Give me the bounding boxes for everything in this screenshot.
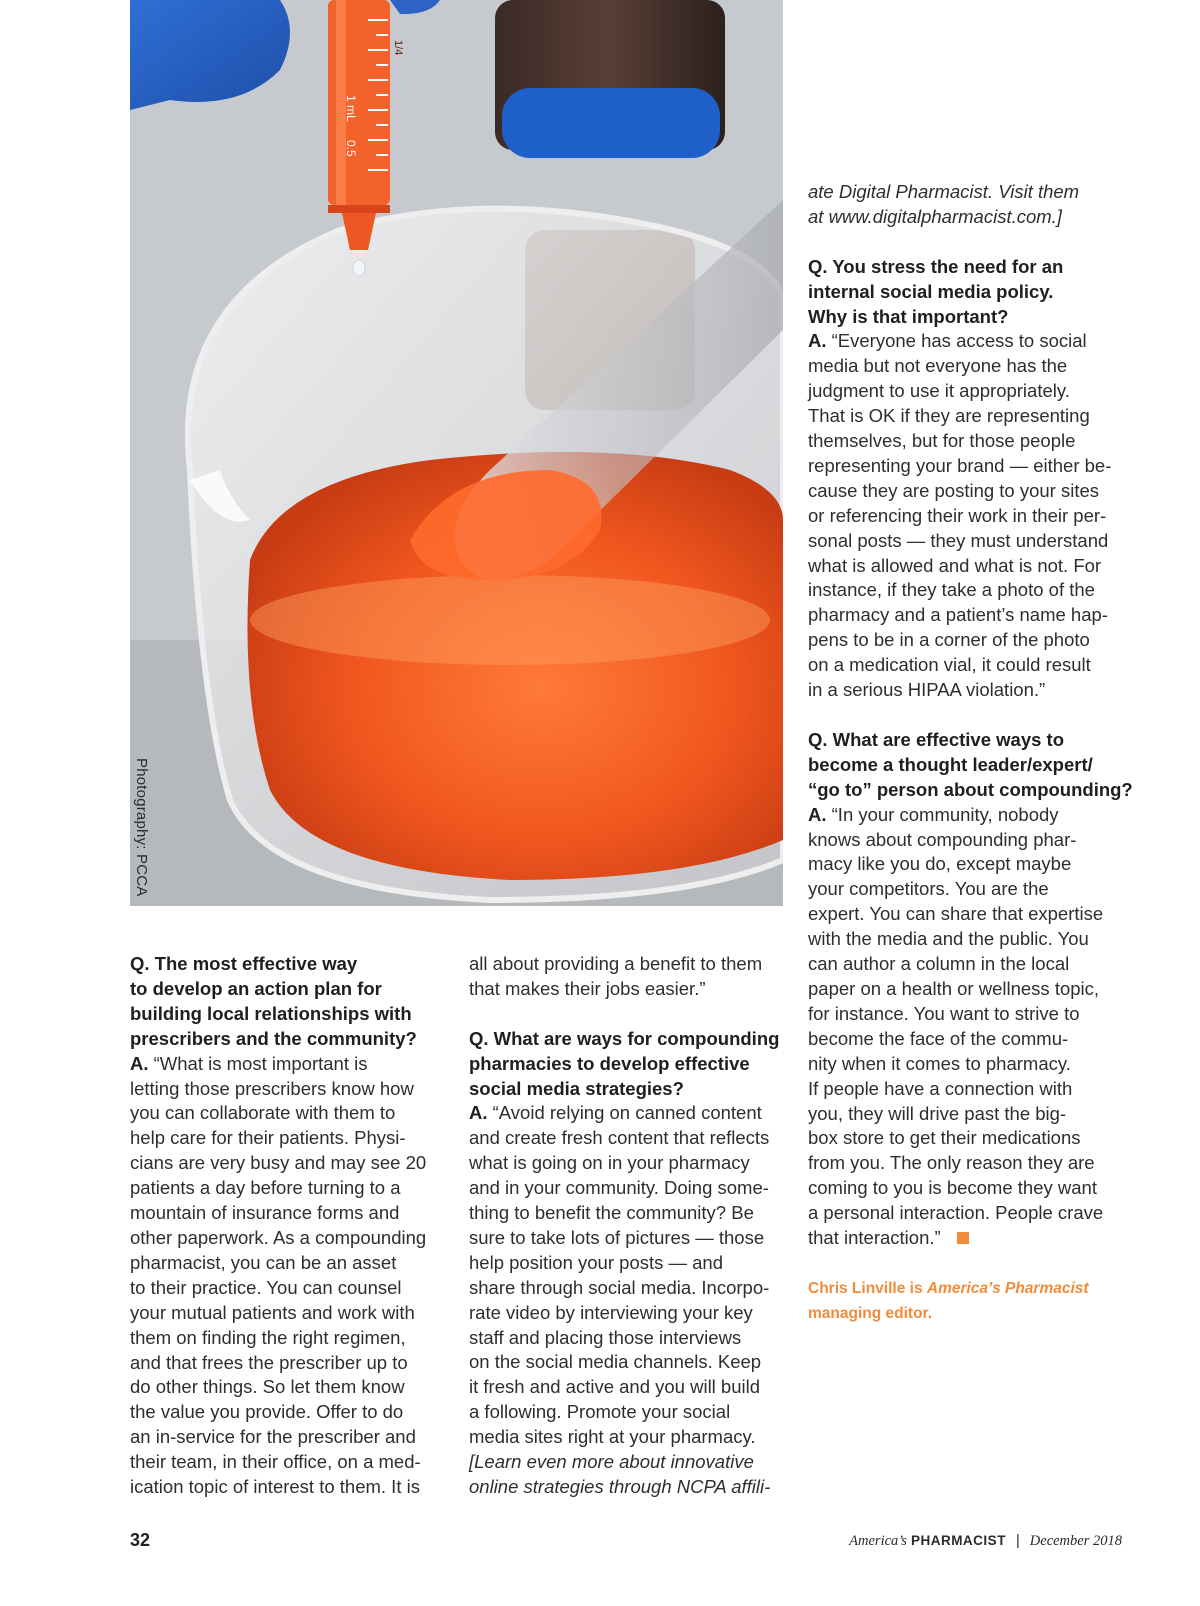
author-byline	[808, 1276, 1138, 1326]
answer-line: representing your brand — either be-	[808, 454, 1112, 476]
answer-line: that makes their jobs easier.”	[469, 977, 706, 999]
answer-continuation	[469, 952, 789, 1002]
question-social-media-strategies	[469, 1027, 789, 1500]
answer-line: thing to benefit the community? Be	[469, 1202, 754, 1224]
byline-magazine: America’s Pharmacist	[926, 1279, 1089, 1297]
answer-line: sonal posts — they must understand	[808, 529, 1109, 551]
answer-line: media sites right at your pharmacy.	[469, 1426, 756, 1448]
answer-line: your mutual patients and work with	[130, 1301, 415, 1323]
answer-line: patients a day before turning to a	[130, 1177, 401, 1199]
question-line: Why is that important?	[808, 305, 1009, 327]
syringe-mark-half: 0.5	[344, 140, 358, 157]
italic-note-continuation	[808, 180, 1138, 230]
answer-line: help position your posts — and	[469, 1251, 724, 1273]
article-column-3	[808, 180, 1138, 1326]
answer-line: coming to you is become they want	[808, 1177, 1097, 1199]
question-line: building local relationships with	[130, 1002, 412, 1024]
answer-line: macy like you do, except maybe	[808, 853, 1072, 875]
answer-label: A.	[808, 330, 827, 352]
answer-line: mountain of insurance forms and	[130, 1202, 400, 1224]
answer-line: instance, if they take a photo of the	[808, 579, 1095, 601]
footer-magazine-italic: America’s	[849, 1533, 907, 1549]
answer-line: it fresh and active and you will build	[469, 1376, 761, 1398]
answer-label: A.	[130, 1052, 149, 1074]
answer-line: themselves, but for those people	[808, 430, 1076, 452]
answer-line: cause they are posting to your sites	[808, 479, 1100, 501]
page-footer	[849, 1533, 1122, 1550]
answer-line: “Avoid relying on canned content	[487, 1102, 762, 1124]
answer-line: from you. The only reason they are	[808, 1152, 1095, 1174]
answer-line: an in-service for the prescriber and	[130, 1426, 416, 1448]
answer-line: pharmacy and a patient’s name hap-	[808, 604, 1108, 626]
footer-separator: |	[1015, 1533, 1020, 1549]
question-line: Q. You stress the need for an	[808, 255, 1064, 277]
answer-line: a personal interaction. People crave	[808, 1202, 1104, 1224]
answer-line: help care for their patients. Physi-	[130, 1127, 406, 1149]
answer-line: media but not everyone has the	[808, 355, 1068, 377]
answer-line: letting those prescribers know how	[130, 1077, 414, 1099]
answer-line: a following. Promote your social	[469, 1401, 731, 1423]
question-line: Q. What are effective ways to	[808, 728, 1065, 750]
answer-line: and that frees the prescriber up to	[130, 1351, 408, 1373]
question-line: Q. The most effective way	[130, 953, 358, 974]
answer-line: to their practice. You can counsel	[130, 1276, 402, 1298]
article-column-2	[469, 952, 789, 1500]
answer-line: become the face of the commu-	[808, 1027, 1069, 1049]
question-line: prescribers and the community?	[130, 1027, 417, 1049]
answer-line: ication topic of interest to them. It is	[130, 1476, 420, 1498]
answer-line: other paperwork. As a compounding	[130, 1226, 427, 1248]
answer-line: rate video by interviewing your key	[469, 1301, 753, 1323]
answer-line: cians are very busy and may see 20	[130, 1152, 427, 1174]
question-line: internal social media policy.	[808, 280, 1054, 302]
mortar-syringe-illustration	[130, 0, 783, 906]
answer-line: expert. You can share that expertise	[808, 903, 1104, 925]
answer-line: and in your community. Doing some-	[469, 1177, 769, 1199]
pharmacy-photo	[130, 0, 783, 906]
answer-line: can author a column in the local	[808, 953, 1070, 975]
question-line: “go to” person about compounding?	[808, 778, 1133, 800]
answer-line: “Everyone has access to social	[826, 330, 1087, 352]
answer-line: them on finding the right regimen,	[130, 1326, 406, 1348]
answer-line: that interaction.”	[808, 1227, 941, 1249]
answer-line: the value you provide. Offer to do	[130, 1401, 404, 1423]
answer-line: paper on a health or wellness topic,	[808, 977, 1100, 999]
answer-line: or referencing their work in their per-	[808, 504, 1107, 526]
answer-label: A.	[808, 803, 827, 825]
answer-line: share through social media. Incorpo-	[469, 1276, 770, 1298]
answer-line: on a medication vial, it could result	[808, 654, 1091, 676]
question-line: pharmacies to develop effective	[469, 1052, 750, 1074]
answer-line: do other things. So let them know	[130, 1376, 405, 1398]
syringe-mark-1ml: 1 mL	[344, 95, 358, 122]
photo-credit: Photography: PCCA	[133, 758, 150, 897]
answer-line: you, they will drive past the big-	[808, 1102, 1067, 1124]
question-line: Q. What are ways for compounding	[469, 1027, 780, 1049]
answer-line: in a serious HIPAA violation.”	[808, 679, 1046, 701]
question-thought-leader	[808, 728, 1138, 1251]
footer-date: December 2018	[1029, 1533, 1122, 1549]
answer-line: their team, in their office, on a med-	[130, 1451, 421, 1473]
italic-note-line: [Learn even more about innovative	[469, 1451, 754, 1473]
italic-note-line: online strategies through NCPA affili-	[469, 1476, 771, 1498]
answer-line: for instance. You want to strive to	[808, 1002, 1080, 1024]
answer-line: pharmacist, you can be an asset	[130, 1251, 397, 1273]
answer-line: with the media and the public. You	[808, 928, 1089, 950]
footer-magazine-bold: PHARMACIST	[910, 1533, 1006, 1548]
answer-label: A.	[469, 1102, 488, 1124]
answer-line: and create fresh content that reflects	[469, 1127, 770, 1149]
italic-note-line: at www.digitalpharmacist.com.]	[808, 205, 1062, 227]
answer-line: what is going on in your pharmacy	[469, 1152, 750, 1174]
byline-role: managing editor.	[808, 1304, 933, 1322]
syringe-mark-quarter: 1/4	[392, 40, 404, 56]
answer-line: pens to be in a corner of the photo	[808, 629, 1090, 651]
answer-line: what is allowed and what is not. For	[808, 554, 1102, 576]
question-social-media-policy	[808, 255, 1138, 703]
answer-line: If people have a connection with	[808, 1077, 1073, 1099]
answer-line: you can collaborate with them to	[130, 1102, 396, 1124]
question-action-plan	[130, 952, 450, 1500]
answer-line: on the social media channels. Keep	[469, 1351, 762, 1373]
end-of-article-mark	[957, 1232, 969, 1244]
answer-line: “What is most important is	[148, 1052, 368, 1074]
answer-line: sure to take lots of pictures — those	[469, 1226, 765, 1248]
answer-line: box store to get their medications	[808, 1127, 1081, 1149]
answer-line: knows about compounding phar-	[808, 828, 1077, 850]
question-line: become a thought leader/expert/	[808, 753, 1093, 775]
article-column-1	[130, 952, 450, 1500]
answer-line: nity when it comes to pharmacy.	[808, 1052, 1071, 1074]
page-number: 32	[130, 1530, 151, 1550]
answer-line: “In your community, nobody	[826, 803, 1059, 825]
byline-text: Chris Linville is	[808, 1279, 927, 1297]
question-line: to develop an action plan for	[130, 977, 382, 999]
question-line: social media strategies?	[469, 1077, 684, 1099]
answer-line: all about providing a benefit to them	[469, 953, 763, 974]
answer-line: staff and placing those interviews	[469, 1326, 742, 1348]
italic-note-line: ate Digital Pharmacist. Visit them	[808, 181, 1080, 202]
answer-line: your competitors. You are the	[808, 878, 1049, 900]
answer-line: judgment to use it appropriately.	[808, 380, 1070, 402]
answer-line: That is OK if they are representing	[808, 405, 1090, 427]
